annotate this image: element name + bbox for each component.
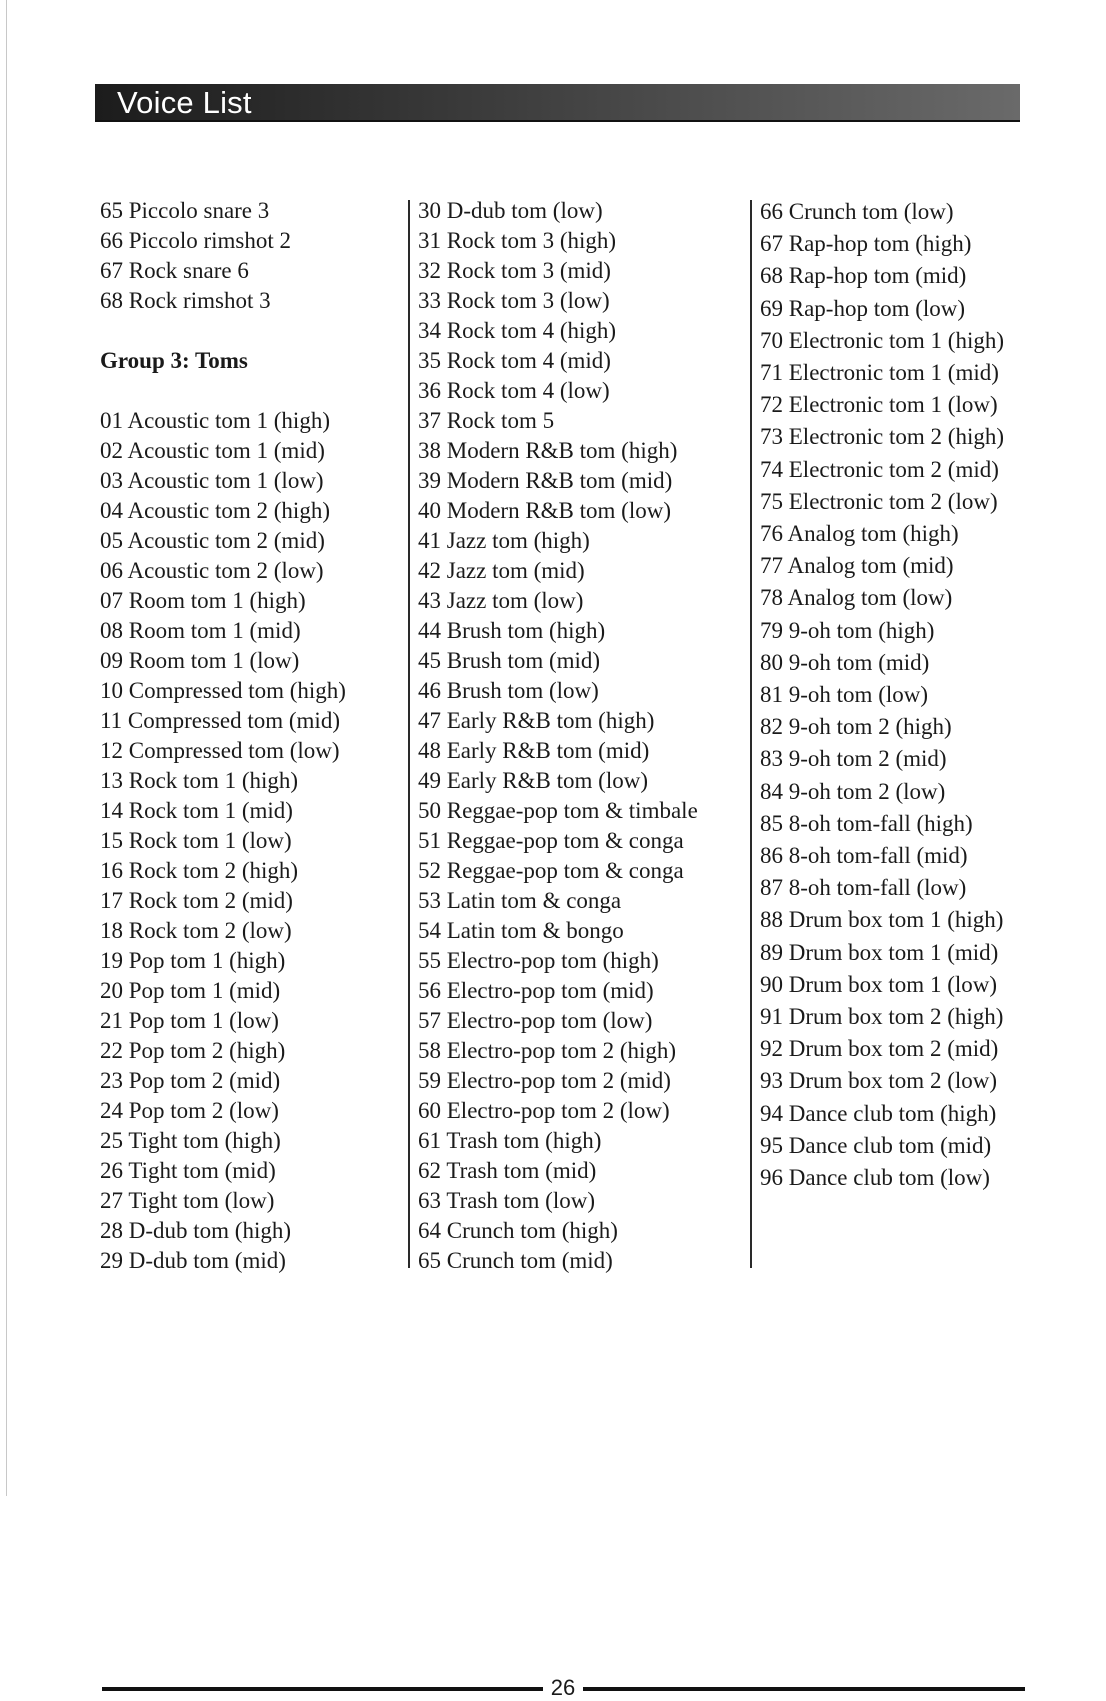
voice-list-item: 30 D-dub tom (low) [418,198,603,223]
voice-list-item: 56 Electro-pop tom (mid) [418,978,654,1003]
voice-list-item: 54 Latin tom & bongo [418,918,624,943]
voice-list-item: 92 Drum box tom 2 (mid) [760,1036,999,1062]
voice-list-item: 25 Tight tom (high) [100,1128,281,1153]
voice-list-item: 49 Early R&B tom (low) [418,768,648,793]
voice-list-item: 40 Modern R&B tom (low) [418,498,671,523]
voice-list-item: 65 Piccolo snare 3 [100,198,270,223]
voice-list-item: 64 Crunch tom (high) [418,1218,618,1243]
voice-list-item: 91 Drum box tom 2 (high) [760,1004,1004,1030]
voice-list-item: 67 Rap-hop tom (high) [760,231,972,257]
column-divider [750,200,752,1268]
voice-list-item: 73 Electronic tom 2 (high) [760,424,1004,450]
voice-list-item: 12 Compressed tom (low) [100,738,340,763]
voice-list-item: 27 Tight tom (low) [100,1188,275,1213]
voice-list-item: 69 Rap-hop tom (low) [760,295,966,321]
voice-list-item: 55 Electro-pop tom (high) [418,948,659,973]
voice-list-item: 19 Pop tom 1 (high) [100,948,286,973]
voice-list-item: 94 Dance club tom (high) [760,1100,997,1126]
voice-list-item: 89 Drum box tom 1 (mid) [760,939,999,965]
voice-list-item: 66 Piccolo rimshot 2 [100,228,292,253]
voice-list-item: 02 Acoustic tom 1 (mid) [100,438,325,463]
section-header-bar [95,84,1020,122]
voice-list-item: 66 Crunch tom (low) [760,199,954,224]
voice-list-item: 10 Compressed tom (high) [100,678,346,703]
voice-list-item: 85 8-oh tom-fall (high) [760,810,973,836]
voice-list-item: 14 Rock tom 1 (mid) [100,798,293,823]
voice-list-item: 42 Jazz tom (mid) [418,558,585,583]
voice-list-item: 82 9-oh tom 2 (high) [760,714,952,740]
voice-list-item: 28 D-dub tom (high) [100,1218,292,1243]
voice-list-item: 59 Electro-pop tom 2 (mid) [418,1068,671,1093]
voice-list-item: 04 Acoustic tom 2 (high) [100,498,330,523]
voice-list-item: 51 Reggae-pop tom & conga [418,828,684,853]
column-divider [408,200,410,1268]
voice-list-item: 63 Trash tom (low) [418,1188,595,1213]
voice-list-item: 52 Reggae-pop tom & conga [418,858,684,883]
footer-rule [102,1687,543,1691]
tom-voice-list-part-2 [418,196,748,1276]
section-title: Voice List [117,85,252,120]
group-heading: Group 3: Toms [100,348,248,373]
voice-list-item: 21 Pop tom 1 (low) [100,1008,279,1033]
voice-list-item: 93 Drum box tom 2 (low) [760,1068,998,1094]
voice-list-item: 71 Electronic tom 1 (mid) [760,360,999,386]
voice-list-item: 22 Pop tom 2 (high) [100,1038,286,1063]
voice-list-item: 47 Early R&B tom (high) [418,708,655,733]
voice-list-item: 26 Tight tom (mid) [100,1158,276,1183]
voice-list-item: 37 Rock tom 5 [418,408,555,433]
tom-voice-list-part-3 [760,196,1060,1194]
voice-list-item: 34 Rock tom 4 (high) [418,318,617,343]
voice-list-item: 48 Early R&B tom (mid) [418,738,650,763]
voice-list-item: 45 Brush tom (mid) [418,648,601,673]
voice-list-item: 72 Electronic tom 1 (low) [760,392,998,418]
voice-list-item: 77 Analog tom (mid) [760,553,954,579]
page-edge-line [6,0,7,1496]
voice-list-item: 79 9-oh tom (high) [760,617,935,643]
voice-list-item: 38 Modern R&B tom (high) [418,438,678,463]
voice-list-item: 03 Acoustic tom 1 (low) [100,468,324,493]
voice-list-item: 23 Pop tom 2 (mid) [100,1068,281,1093]
voice-list-item: 80 9-oh tom (mid) [760,649,930,675]
voice-list-item: 86 8-oh tom-fall (mid) [760,843,968,869]
voice-list-item: 67 Rock snare 6 [100,258,249,283]
voice-list-item: 43 Jazz tom (low) [418,588,584,613]
tom-voice-list-part-1 [100,406,400,1276]
voice-list-item: 29 D-dub tom (mid) [100,1248,286,1273]
voice-list-item: 16 Rock tom 2 (high) [100,858,299,883]
voice-list-item: 58 Electro-pop tom 2 (high) [418,1038,677,1063]
voice-list-item: 96 Dance club tom (low) [760,1165,990,1191]
voice-list-item: 39 Modern R&B tom (mid) [418,468,673,493]
voice-list-item: 50 Reggae-pop tom & timbale [418,798,698,823]
voice-column-1 [100,196,400,1276]
voice-column-3 [760,196,1060,1194]
voice-list-item: 05 Acoustic tom 2 (mid) [100,528,325,553]
voice-list-item: 90 Drum box tom 1 (low) [760,971,998,997]
voice-list-item: 68 Rock rimshot 3 [100,288,271,313]
voice-list-item: 83 9-oh tom 2 (mid) [760,746,947,772]
voice-list-item: 46 Brush tom (low) [418,678,599,703]
voice-list-item: 11 Compressed tom (mid) [100,708,340,733]
voice-list-item: 33 Rock tom 3 (low) [418,288,610,313]
voice-list-item: 15 Rock tom 1 (low) [100,828,292,853]
voice-list-item: 65 Crunch tom (mid) [418,1248,613,1273]
voice-list-item: 87 8-oh tom-fall (low) [760,875,967,901]
voice-list-item: 95 Dance club tom (mid) [760,1132,992,1158]
voice-list-item: 61 Trash tom (high) [418,1128,602,1153]
voice-list-item: 32 Rock tom 3 (mid) [418,258,611,283]
voice-list-item: 74 Electronic tom 2 (mid) [760,456,999,482]
voice-list-item: 18 Rock tom 2 (low) [100,918,292,943]
voice-list-item: 53 Latin tom & conga [418,888,622,913]
voice-list-item: 09 Room tom 1 (low) [100,648,300,673]
voice-list-item: 41 Jazz tom (high) [418,528,590,553]
voice-list-item: 81 9-oh tom (low) [760,682,929,708]
voice-list-item: 62 Trash tom (mid) [418,1158,597,1183]
voice-list-item: 07 Room tom 1 (high) [100,588,306,613]
voice-list-item: 20 Pop tom 1 (mid) [100,978,281,1003]
voice-list-item: 13 Rock tom 1 (high) [100,768,299,793]
voice-list-item: 06 Acoustic tom 2 (low) [100,558,324,583]
voice-list-item: 17 Rock tom 2 (mid) [100,888,293,913]
voice-list-item: 24 Pop tom 2 (low) [100,1098,279,1123]
voice-list-item: 08 Room tom 1 (mid) [100,618,301,643]
voice-list-item: 57 Electro-pop tom (low) [418,1008,653,1033]
voice-list-item: 70 Electronic tom 1 (high) [760,327,1004,353]
voice-list-item: 01 Acoustic tom 1 (high) [100,408,330,433]
voice-column-2 [418,196,748,1276]
voice-list-item: 60 Electro-pop tom 2 (low) [418,1098,670,1123]
voice-list-item: 75 Electronic tom 2 (low) [760,488,998,514]
voice-list-item: 78 Analog tom (low) [760,585,953,611]
voice-list-item: 68 Rap-hop tom (mid) [760,263,967,289]
footer-rule [583,1687,1025,1691]
voice-list-item: 36 Rock tom 4 (low) [418,378,610,403]
voice-list-item: 84 9-oh tom 2 (low) [760,778,946,804]
page-number: 26 [550,1675,576,1700]
voice-list-item: 35 Rock tom 4 (mid) [418,348,611,373]
continued-snare-list [100,196,400,316]
voice-list-item: 31 Rock tom 3 (high) [418,228,617,253]
voice-list-item: 76 Analog tom (high) [760,521,959,547]
voice-list-item: 44 Brush tom (high) [418,618,606,643]
voice-list-item: 88 Drum box tom 1 (high) [760,907,1004,933]
